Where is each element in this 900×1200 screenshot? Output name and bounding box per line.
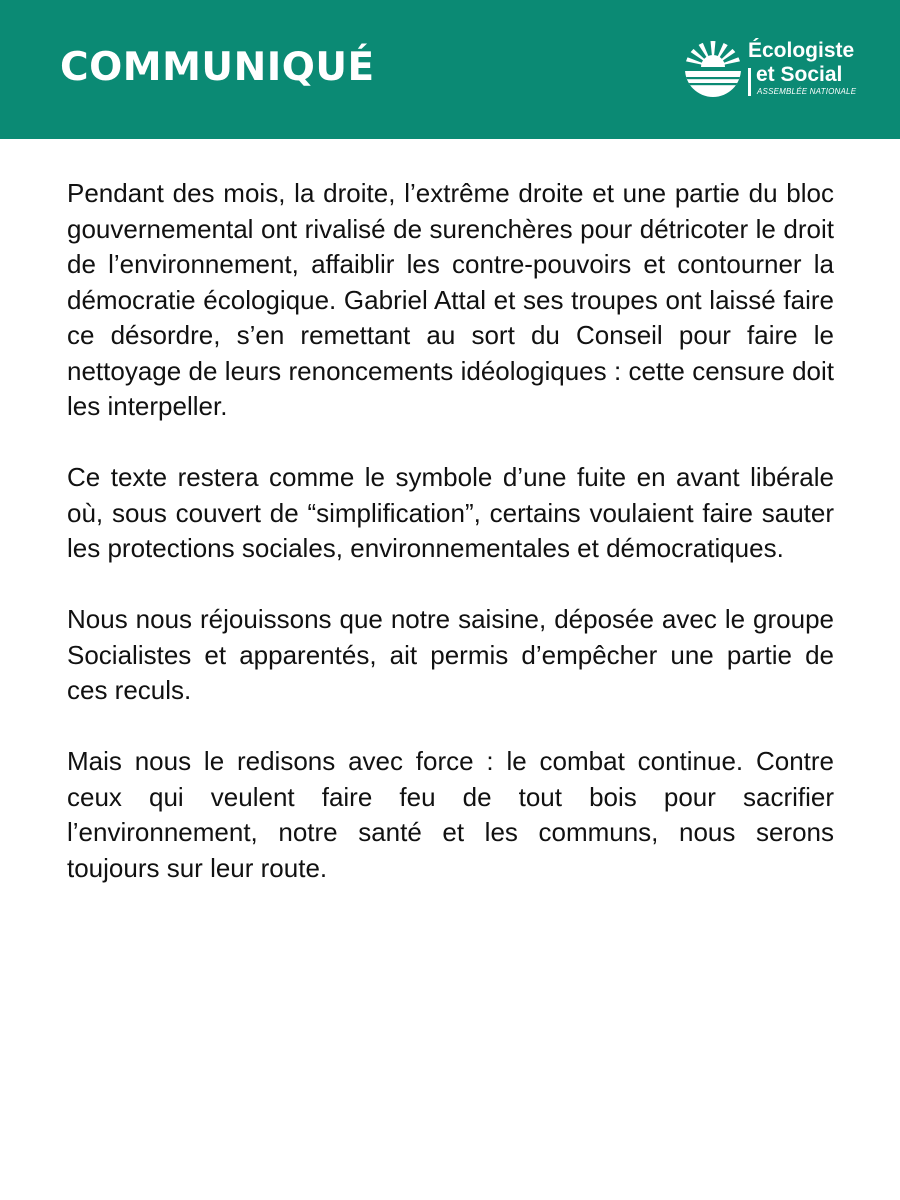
- rising-sun-logo-icon: [684, 40, 742, 98]
- group-logo: [684, 38, 874, 102]
- paragraph-4: Mais nous le redisons avec force : le combat continue. Contre ceux qui veulent faire feu de tout bois pour sacrifier l’environnement, notre santé et les communs, nous serons toujours sur leur route.: [67, 746, 834, 883]
- page-title: COMMUNIQUÉ: [60, 45, 375, 90]
- press-release-body: [67, 176, 834, 922]
- logo-subtitle: ASSEMBLÉE NATIONALE: [757, 87, 857, 96]
- paragraph-1: Pendant des mois, la droite, l’extrême droite et une partie du bloc gouvernemental ont rivalisé de surenchères pour détricoter le droit de l’environnement, affaiblir les contre-pouvoirs et contourner la démocratie écologique. Gabriel Attal et ses troupes ont laissé faire ce désordre, s’en remettant au sort du Conseil pour faire le nettoyage de leurs renoncements idéologiques : cette censure doit les interpeller.: [67, 178, 834, 421]
- paragraph-3: Nous nous réjouissons que notre saisine, déposée avec le groupe Socialistes et apparentés, ait permis d’empêcher une partie de ces reculs.: [67, 604, 834, 705]
- header-banner: [0, 0, 900, 139]
- logo-divider: [748, 68, 751, 96]
- logo-text-line2: et Social: [756, 63, 843, 86]
- paragraph-2: Ce texte restera comme le symbole d’une fuite en avant libérale où, sous couvert de “simplification”, certains voulaient faire sauter les protections sociales, environnementales et démocratiques.: [67, 462, 834, 563]
- logo-text-line1: Écologiste: [748, 39, 855, 62]
